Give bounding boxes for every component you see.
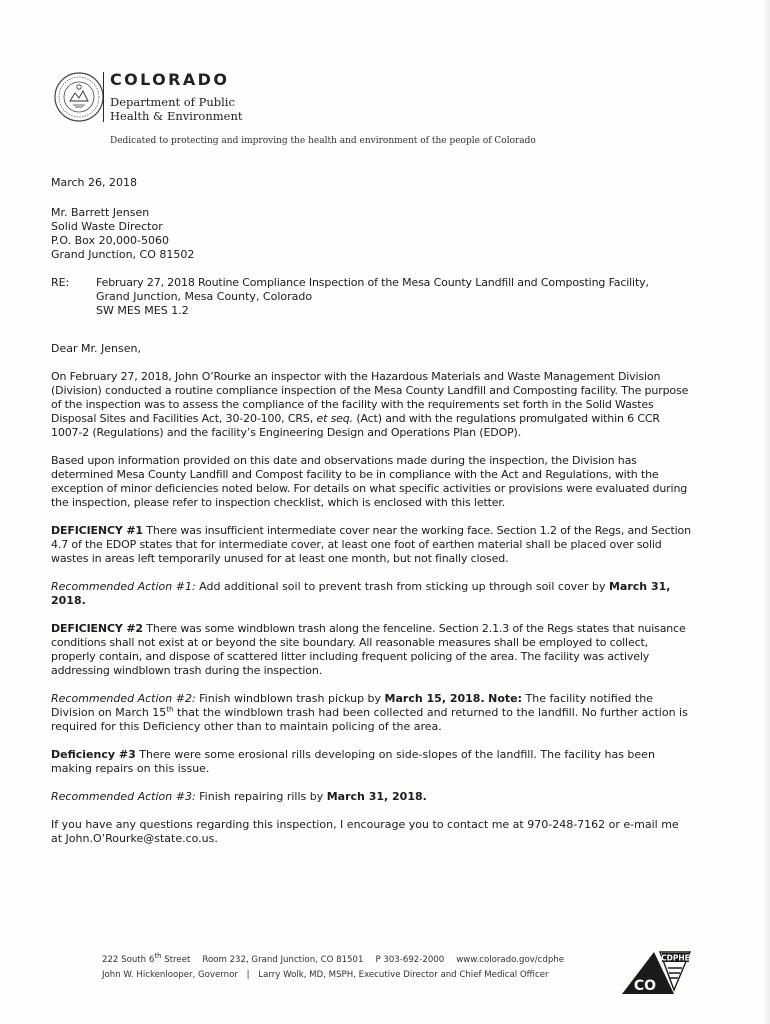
footer-room: Room 232, Grand Junction, CO 81501 xyxy=(202,955,364,965)
state-seal-icon xyxy=(53,71,105,123)
department-line-2: Health & Environment xyxy=(110,109,243,123)
italic-et-seq: et seq. xyxy=(316,412,353,425)
deficiency-2-label: DEFICIENCY #2 xyxy=(51,622,143,635)
recommended-action-3-label: Recommended Action #3: xyxy=(51,790,196,803)
recommended-action-2-date: March 15, 2018. xyxy=(384,692,485,705)
deficiency-1: DEFICIENCY #1 There was insufficient intermediate cover near the working face. Section 1.2 of the Regs, and Section 4.7 of the EDOP states that for intermediate cover, at least one foot of earthen material shall be placed over solid wastes in areas left temporarily unused for at least one month, but not finally closed. xyxy=(51,524,691,565)
department-line-1: Department of Public xyxy=(110,95,235,109)
subject-line-3: SW MES MES 1.2 xyxy=(96,304,189,317)
recommended-action-2: Recommended Action #2: Finish windblown trash pickup by March 15, 2018. Note: The facility notified the Division on March 15th that the windblown trash had been collected and returned to the landfill. No further action is required for this Deficiency other than to maintain policing of the area. xyxy=(51,692,688,733)
recommended-action-1-label: Recommended Action #1: xyxy=(51,580,196,593)
subject-text xyxy=(96,276,649,318)
footer-address-line: 222 South 6th Street Room 232, Grand Junction, CO 81501 P 303-692-2000 www.colorado.gov/cdphe xyxy=(102,952,565,965)
subject-line xyxy=(51,276,691,318)
co-logo-text: CO xyxy=(633,978,657,994)
footer-officials-line: John W. Hickenlooper, Governor | Larry Wolk, MD, MSPH, Executive Director and Chief Medical Officer xyxy=(102,970,549,980)
recipient-address xyxy=(51,206,691,262)
tagline: Dedicated to protecting and improving the health and environment of the people of Colorado xyxy=(110,136,536,146)
recommended-action-2-label: Recommended Action #2: xyxy=(51,692,196,705)
footer-governor: John W. Hickenlooper, Governor xyxy=(102,970,238,980)
letter-body xyxy=(51,176,691,860)
department-name xyxy=(110,95,243,123)
recommended-action-3-date: March 31, 2018. xyxy=(326,790,427,803)
recommended-action-1-date: March 31, 2018. xyxy=(51,580,671,607)
recipient-title: Solid Waste Director xyxy=(51,220,163,233)
recipient-po-box: P.O. Box 20,000-5060 xyxy=(51,234,170,247)
subject-line-1: February 27, 2018 Routine Compliance Inspection of the Mesa County Landfill and Composting Facility, xyxy=(96,276,649,289)
recipient-city: Grand Junction, CO 81502 xyxy=(51,248,195,261)
cdphe-logo-text: CDPHE xyxy=(661,953,690,963)
footer-website[interactable]: www.colorado.gov/cdphe xyxy=(456,955,565,965)
salutation: Dear Mr. Jensen, xyxy=(51,342,141,355)
closing-paragraph: If you have any questions regarding this inspection, I encourage you to contact me at 970-248-7162 or e-mail me at John.O’Rourke@state.co.us. xyxy=(51,818,679,845)
recipient-name: Mr. Barrett Jensen xyxy=(51,206,150,219)
brand-divider xyxy=(103,72,104,122)
footer-director: Larry Wolk, MD, MSPH, Executive Director and Chief Medical Officer xyxy=(258,970,549,980)
deficiency-1-label: DEFICIENCY #1 xyxy=(51,524,143,537)
cdphe-logo-icon xyxy=(618,950,692,996)
recommended-action-1: Recommended Action #1: Add additional soil to prevent trash from sticking up through soil cover by March 31, 2018. xyxy=(51,580,671,607)
subject-line-2: Grand Junction, Mesa County, Colorado xyxy=(96,290,313,303)
deficiency-2: DEFICIENCY #2 There was some windblown trash along the fenceline. Section 2.1.3 of the Regs states that nuisance conditions shall not exist at or beyond the site boundary. All reasonable measures shall be employed to collect, properly contain, and dispose of scattered litter including frequent policing of the area. The facility was actively addressing windblown trash during the inspection. xyxy=(51,622,686,677)
deficiency-3-label: Deficiency #3 xyxy=(51,748,136,761)
brand-name: COLORADO xyxy=(110,70,230,89)
footer xyxy=(102,953,564,983)
note-label: Note: xyxy=(488,692,523,705)
recommended-action-3: Recommended Action #3: Finish repairing rills by March 31, 2018. xyxy=(51,790,427,803)
paragraph-findings: Based upon information provided on this date and observations made during the inspection, the Division has determined Mesa County Landfill and Compost facility to be in compliance with the Act and Regulations, with the exception of minor deficiencies noted below. For details on what specific activities or provisions were evaluated during the inspection, please refer to inspection checklist, which is enclosed with this letter. xyxy=(51,454,688,509)
deficiency-3: Deficiency #3 There were some erosional rills developing on side-slopes of the landfill. The facility has been making repairs on this issue. xyxy=(51,748,655,775)
subject-label: RE: xyxy=(51,276,70,289)
footer-phone: P 303-692-2000 xyxy=(375,955,445,965)
scan-edge xyxy=(764,0,770,1024)
letter-date: March 26, 2018 xyxy=(51,176,138,189)
paragraph-inspection: On February 27, 2018, John O’Rourke an inspector with the Hazardous Materials and Waste Management Division (Division) conducted a routine compliance inspection of the Mesa County Landfill and Composting facility. The purpose of the inspection was to assess the compliance of the facility with the requirements set forth in the Solid Wastes Disposal Sites and Facilities Act, 30-20-100, CRS, et seq. (Act) and with the regulations promulgated within 6 CCR 1007-2 (Regulations) and the facility’s Engineering Design and Operations Plan (EDOP). xyxy=(51,370,689,439)
